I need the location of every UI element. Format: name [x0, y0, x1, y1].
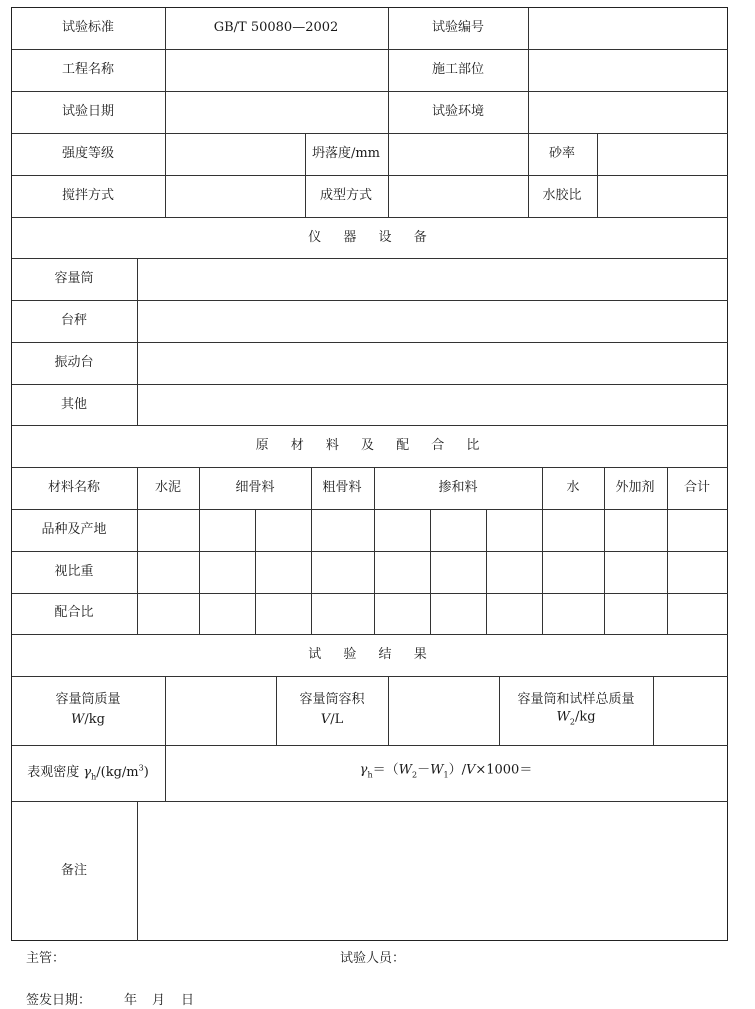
- materials-col-header: 水: [566, 480, 580, 495]
- row-divider: [12, 801, 728, 802]
- project-label: 工程名称: [61, 62, 115, 77]
- env-label: 试验环境: [431, 104, 485, 119]
- row-divider: [12, 593, 728, 594]
- materials-col-header: 材料名称: [47, 480, 101, 495]
- row-divider: [12, 551, 728, 552]
- materials-col-header: 细骨料: [235, 480, 275, 495]
- equipment-item: 其他: [60, 397, 88, 412]
- row-divider: [12, 676, 728, 677]
- row-divider: [12, 425, 728, 426]
- row-divider: [12, 384, 728, 385]
- col-divider: [137, 801, 138, 941]
- col-divider: [199, 467, 200, 634]
- row-divider: [12, 300, 728, 301]
- sand-ratio-label: 砂率: [548, 146, 576, 161]
- materials-row-label: 视比重: [54, 564, 94, 579]
- issue-month: 月: [152, 993, 166, 1008]
- row-divider: [12, 634, 728, 635]
- col-divider: [667, 467, 668, 634]
- row-divider: [12, 91, 728, 92]
- issue-day: 日: [181, 993, 195, 1008]
- col-divider: [528, 133, 529, 217]
- materials-col-header: 粗骨料: [322, 480, 362, 495]
- forming-label: 成型方式: [319, 188, 373, 203]
- col-divider: [653, 676, 654, 745]
- equipment-item: 容量筒: [54, 271, 94, 286]
- row-divider: [12, 258, 728, 259]
- issue-year: 年: [124, 993, 138, 1008]
- equipment-item: 台秤: [60, 313, 88, 328]
- container-mass-unit: W/kg: [71, 712, 105, 727]
- site-label: 施工部位: [431, 62, 485, 77]
- grade-label: 强度等级: [61, 146, 115, 161]
- col-divider: [255, 509, 256, 634]
- row-divider: [12, 467, 728, 468]
- test-no-label: 试验编号: [431, 20, 485, 35]
- row-divider: [12, 745, 728, 746]
- row-divider: [12, 49, 728, 50]
- col-divider: [604, 467, 605, 634]
- col-divider: [542, 467, 543, 634]
- col-divider: [486, 509, 487, 634]
- col-divider: [430, 509, 431, 634]
- equipment-item: 振动台: [54, 355, 94, 370]
- col-divider: [137, 467, 138, 634]
- standard-value: GB/T 50080—2002: [213, 20, 339, 35]
- issue-date-label: 签发日期：: [26, 993, 92, 1008]
- container-volume-label: 容量筒容积: [299, 692, 365, 707]
- mix-method-label: 搅拌方式: [61, 188, 115, 203]
- materials-col-header: 外加剂: [615, 480, 655, 495]
- row-divider: [12, 175, 728, 176]
- materials-col-header: 掺和料: [438, 480, 478, 495]
- total-mass-label: 容量筒和试样总质量: [517, 692, 635, 707]
- container-mass-label: 容量筒质量: [55, 692, 121, 707]
- date-label: 试验日期: [61, 104, 115, 119]
- slump-label: 坍落度/mm: [311, 146, 381, 161]
- col-divider: [388, 8, 389, 217]
- total-mass-unit: $W_2/kg$: [556, 709, 596, 727]
- wc-ratio-label: 水胶比: [542, 188, 582, 203]
- remarks-label: 备注: [60, 863, 88, 878]
- standard-label: 试验标准: [61, 20, 115, 35]
- materials-row-label: 配合比: [54, 605, 94, 620]
- tester-label: 试验人员：: [340, 951, 406, 966]
- col-divider: [137, 258, 138, 425]
- materials-title: 原 材 料 及 配 合 比: [255, 438, 489, 453]
- results-title: 试 验 结 果: [308, 647, 436, 662]
- materials-col-header: 合计: [683, 480, 711, 495]
- col-divider: [388, 676, 389, 745]
- col-divider: [305, 133, 306, 217]
- density-formula: $\gamma_h=(W_2-W_1)/V\times 1000=$: [359, 762, 533, 780]
- density-label: 表观密度 $\gamma_h/(kg/m^3)$: [27, 763, 149, 782]
- row-divider: [12, 133, 728, 134]
- col-divider: [374, 467, 375, 634]
- col-divider: [276, 676, 277, 745]
- supervisor-label: 主管：: [26, 951, 66, 966]
- col-divider: [499, 676, 500, 745]
- row-divider: [12, 509, 728, 510]
- col-divider: [311, 467, 312, 634]
- container-volume-unit: V/L: [320, 712, 344, 727]
- col-divider: [597, 133, 598, 217]
- row-divider: [12, 217, 728, 218]
- materials-col-header: 水泥: [154, 480, 182, 495]
- equipment-title: 仪 器 设 备: [308, 230, 436, 245]
- col-divider: [165, 8, 166, 217]
- materials-row-label: 品种及产地: [41, 522, 107, 537]
- col-divider: [528, 8, 529, 133]
- col-divider: [165, 676, 166, 801]
- row-divider: [12, 342, 728, 343]
